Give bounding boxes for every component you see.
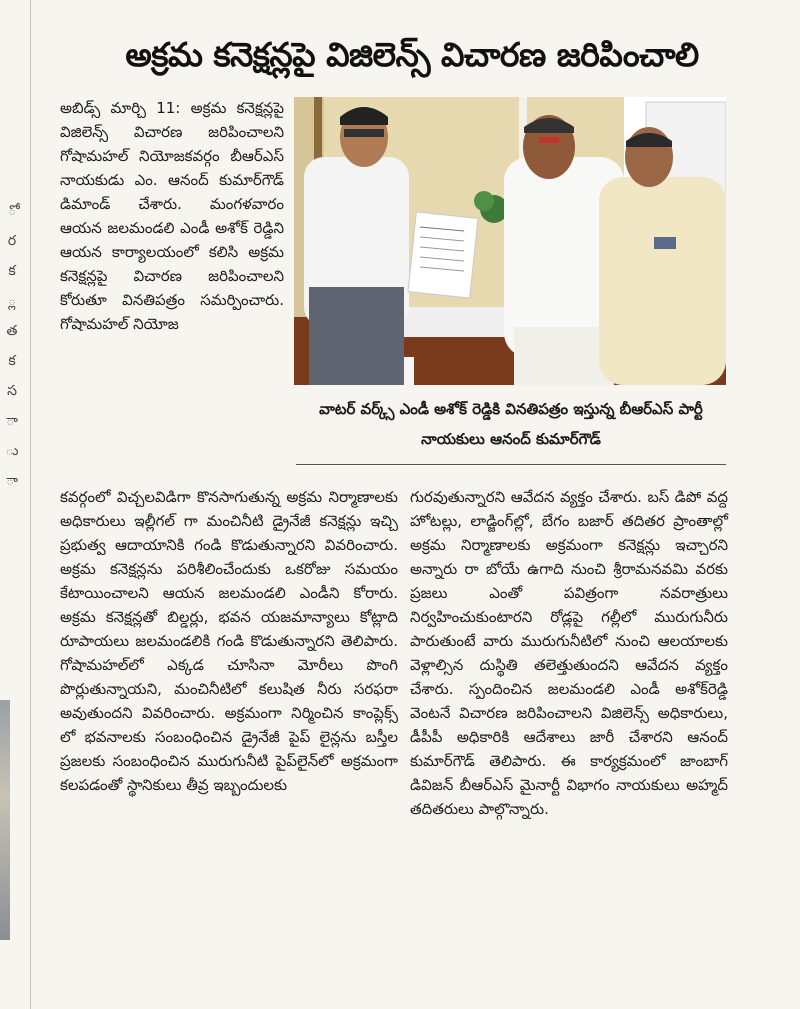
article-body-col1-bottom (60, 485, 398, 797)
adjacent-column-fragment: స (7, 383, 17, 399)
article-body-col1-top (60, 96, 284, 336)
adjacent-column-fragment: ా (6, 413, 18, 429)
article-photo (294, 97, 726, 385)
adjacent-column-fragment: ో (7, 203, 17, 219)
adjacent-column-fragment: ు (5, 443, 19, 459)
article-headline: అక్రమ కనెక్షన్లపై విజిలెన్స్ విచారణ జరిపించాలి (125, 35, 699, 74)
adjacent-column-fragment: ్ల (7, 293, 17, 309)
article-paragraph: కవర్గంలో విచ్చలవిడిగా కొనసాగుతున్న అక్రమ నిర్మాణాలకు అధికారులు ఇల్లీగల్ గా మంచినీటి డ్రైనేజీ కనెక్షన్లు ఇచ్చి ప్రభుత్వ ఆదాయానికి గండి కొడుతున్నారని వివరించారు. అక్రమ కనెక్షన్లను పరిశీలించేందుకు ఒకరోజు సమయం కేటాయించాలని ఆయన జలమండలి ఎండీని కోరారు. అక్రమ కనెక్షన్లతో బిల్డర్లు, భవన యజమాన్యాలు కోట్లాది రూపాయలు జలమండలికి గండి కొడుతున్నారని తెలిపారు. గోషామహల్‌లో ఎక్కడ చూసినా మోరీలు పొంగి పొర్లుతున్నాయని, మంచినీటిలో కలుషిత నీరు సరఫరా అవుతుందని వివరించారు. అక్రమంగా నిర్మించిన కాంప్లెక్స్ లో భవనాలకు సంబంధించిన డ్రైనేజీ పైప్ లైన్లను బస్తీల ప్రజలకు సంబంధించిన మురుగునీటి పైప్‌లైన్‌లో అక్రమంగా కలపడంతో స్థానికులు తీవ్ర ఇబ్బందులకు (60, 488, 398, 794)
article-body-col2 (410, 485, 728, 821)
next-article-cut-text (60, 1000, 728, 1009)
photo-caption: వాటర్ వర్క్స్ ఎండీ అశోక్ రెడ్డికి వినతిపత్రం ఇస్తున్న బీఆర్ఎస్ పార్టీ నాయకులు ఆనంద్ కుమార్‌గౌడ్ (296, 394, 726, 465)
adjacent-photo-edge (0, 700, 10, 940)
adjacent-column-edge (0, 0, 31, 1009)
adjacent-column-fragment: క (8, 353, 16, 369)
adjacent-column-fragment: ర (7, 233, 17, 249)
article-paragraph: అబిడ్స్ మార్చి 11: అక్రమ కనెక్షన్లపై విజిలెన్స్ విచారణ జరిపించాలని గోషామహల్ నియోజకవర్గం బీఆర్ఎస్ నాయకుడు ఎం. ఆనంద్ కుమార్‌గౌడ్ డిమాండ్ చేశారు. మంగళవారం ఆయన జలమండలి ఎండీ అశోక్ రెడ్డిని ఆయన కార్యాలయంలో కలిసి అక్రమ కనెక్షన్లపై విచారణ జరిపించాలని కోరుతూ వినతిపత్రం సమర్పించారు. గోషామహల్ నియోజ (60, 99, 284, 333)
photo-illustration (294, 97, 726, 385)
adjacent-column-fragment: త (6, 323, 18, 339)
adjacent-column-fragment: ా (6, 473, 18, 489)
article-paragraph: గురవుతున్నారని ఆవేదన వ్యక్తం చేశారు. బస్ డిపో వద్ద హోటల్లు, లాడ్జింగ్‌ల్లో, బేగం బజార్ తదితర ప్రాంతాల్లో అక్రమ నిర్మాణాలకు అక్రమంగా కనెక్షన్లు ఇచ్చారని అన్నారు రా బోయే ఉగాది నుంచి శ్రీరామనవమి వరకు ప్రజలు ఎంతో పవిత్రంగా నవరాత్రులు నిర్వహించుకుంటారని రోడ్లపై గల్లీలో మురుగునీరు పారుతుంటే వారు మురుగునీటిలో నుంచి ఆలయాలకు వెళ్లాల్సిన దుస్థితి తలెత్తుతుందని ఆవేదన వ్యక్తం చేశారు. స్పందించిన జలమండలి ఎండీ అశోక్‌రెడ్డి వెంటనే విచారణ జరిపించాలని విజిలెన్స్ అధికారులు, డీపీపీ అధికారికి ఆదేశాలు జారీ చేశారని ఆనంద్ కుమార్‌గౌడ్ తెలిపారు. ఈ కార్యక్రమంలో జాంబాగ్ డివిజన్ బీఆర్ఎస్ మైనార్టీ విభాగం నాయకులు అహ్మద్ తదితరులు పాల్గొన్నారు. (410, 488, 728, 818)
adjacent-column-fragment: క (8, 263, 16, 279)
adjacent-column-fragments (2, 196, 22, 496)
